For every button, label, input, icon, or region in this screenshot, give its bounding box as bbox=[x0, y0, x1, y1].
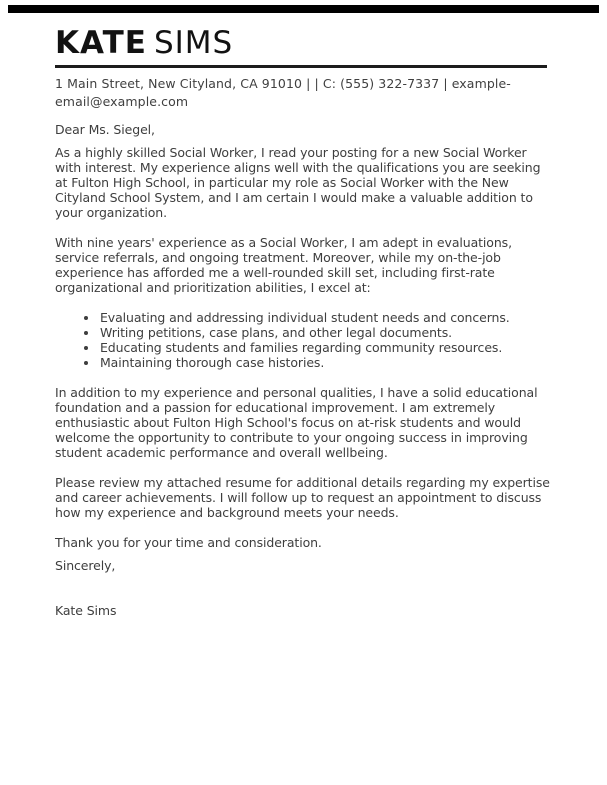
letter-header bbox=[55, 0, 552, 110]
skills-bullet-list bbox=[55, 310, 552, 370]
paragraph-experience: With nine years' experience as a Social Worker, I am adept in evaluations, service referrals, and ongoing treatment. Moreover, while my on-the-job experience has afforded me a well-rounded skill set, including first-rate organizational and prioritization abilities, I excel at: bbox=[55, 235, 512, 295]
bullet-item: • Evaluating and addressing individual student needs and concerns. bbox=[99, 310, 552, 325]
header-divider-rule bbox=[55, 65, 547, 68]
salutation: Dear Ms. Siegel, bbox=[55, 122, 155, 137]
contact-info bbox=[55, 75, 552, 110]
paragraph-follow-up: Please review my attached resume for additional details regarding my expertise and career achievements. I will follow up to request an appointment to discuss how my experience and background meets your needs. bbox=[55, 475, 550, 520]
paragraph-intro: As a highly skilled Social Worker, I read your posting for a new Social Worker with interest. My experience aligns well with the qualifications you are seeking at Fulton High School, in particular my role as Social Worker with the New Cityland School System, and I am certain I would make a valuable addition to your organization. bbox=[55, 145, 541, 220]
bullet-item: • Maintaining thorough case histories. bbox=[99, 355, 552, 370]
thank-you-line: Thank you for your time and consideration. bbox=[55, 535, 322, 550]
contact-line-1: 1 Main Street, New Cityland, CA 91010 | | C: (555) 322-7337 | example- bbox=[55, 76, 511, 91]
signature-name: Kate Sims bbox=[55, 603, 117, 618]
bullet-item: • Writing petitions, case plans, and other legal documents. bbox=[99, 325, 552, 340]
first-name: KATE bbox=[55, 25, 147, 61]
letter-body bbox=[55, 122, 552, 618]
top-accent-bar bbox=[8, 5, 599, 13]
last-name: SIMS bbox=[153, 25, 234, 61]
bullet-item: • Educating students and families regarding community resources. bbox=[99, 340, 552, 355]
contact-line-2: email@example.com bbox=[55, 93, 189, 109]
paragraph-education: In addition to my experience and personal qualities, I have a solid educational foundation and a passion for educational improvement. I am extremely enthusiastic about Fulton High School's focus on at-risk students and would welcome the opportunity to contribute to your ongoing success in improving student academic performance and overall wellbeing. bbox=[55, 385, 538, 460]
closing-line: Sincerely, bbox=[55, 558, 116, 573]
